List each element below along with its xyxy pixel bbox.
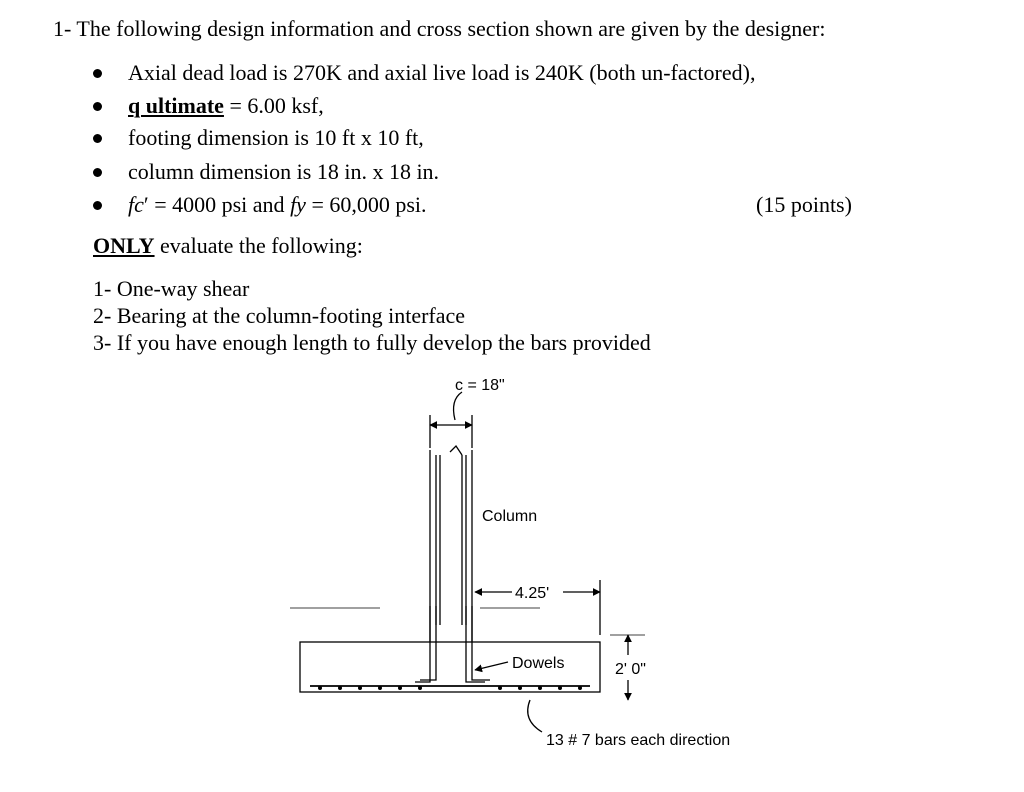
task-item: 1- One-way shear [93, 276, 250, 301]
bullet-q-ultimate [128, 93, 324, 119]
bullet-dot [93, 201, 102, 210]
task-item: 2- Bearing at the column-footing interface [93, 303, 466, 328]
fc-value: = 4000 psi and [148, 192, 291, 217]
task-item: 3- If you have enough length to fully develop the bars provided [93, 330, 651, 355]
bullet-axial-loads: Axial dead load is 270K and axial live load is 240K (both un-factored), [128, 60, 756, 85]
instruction-text: evaluate the following: [154, 233, 363, 258]
instruction-line [93, 233, 363, 259]
q-ultimate-value: = 6.00 ksf, [223, 93, 324, 118]
bullet-dot [93, 69, 102, 78]
only-label: ONLY [93, 233, 155, 258]
fy-symbol: fy [290, 192, 306, 217]
column-label: Column [482, 508, 538, 525]
bullet-footing-dimension: footing dimension is 10 ft x 10 ft, [128, 125, 424, 150]
fy-value: = 60,000 psi. [305, 192, 427, 217]
fc-prime: ′ [143, 192, 149, 217]
column-width-label: c = 18" [455, 377, 505, 394]
bars-label: 13 # 7 bars each direction [546, 732, 731, 749]
dowels-label: Dowels [512, 655, 565, 672]
bullet-column-dimension: column dimension is 18 in. x 18 in. [128, 159, 440, 184]
bullet-dot [93, 134, 102, 143]
fc-symbol: fc [128, 192, 144, 217]
dimension-label: 4.25' [515, 585, 550, 602]
points-label: (15 points) [756, 192, 852, 217]
footing-depth-label: 2' 0" [615, 661, 646, 678]
bullet-material-strengths [128, 192, 427, 218]
bullet-dot [93, 168, 102, 177]
bullet-dot [93, 102, 102, 111]
question-title: 1- The following design information and cross section shown are given by the designer: [53, 16, 826, 41]
q-ultimate-label: q ultimate [128, 93, 224, 118]
footing-cross-section-diagram [290, 370, 770, 770]
